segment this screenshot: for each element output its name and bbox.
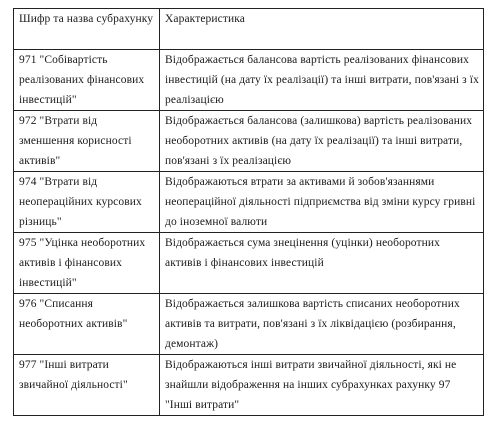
row-code-977: 977 "Інші витрати звичайної діяльності" [14,355,160,416]
row-description-972: Відображається балансова (залишкова) вартість реалізованих необоротних активів (на дату їх реалізації) та інші витрати, пов'язані з їх реалізацією [160,111,484,172]
row-code-976: 976 "Списання необоротних активів" [14,294,160,355]
header-code: Шифр та назва субрахунку [14,9,160,50]
row-description-976: Відображається залишкова вартість списаних необоротних активів та витрати, пов'язані з їх ліквідацією (розбирання, демонтаж) [160,294,484,355]
subaccounts-table [13,8,484,416]
table-row [14,355,484,416]
header-description: Характеристика [160,9,484,50]
table-row [14,111,484,172]
table-header-row [14,9,484,50]
row-description-974: Відображаються втрати за активами й зобов'язаннями неопераційної діяльності підприємства від зміни курсу гривні до іноземної валюти [160,172,484,233]
row-code-972: 972 "Втрати від зменшення корисності активів" [14,111,160,172]
table-row [14,50,484,111]
row-description-971: Відображається балансова вартість реалізованих фінансових інвестицій (на дату їх реалізації) та інші витрати, пов'язані з їх реалізацією [160,50,484,111]
table-row [14,294,484,355]
row-code-971: 971 "Собівартість реалізованих фінансових інвестицій" [14,50,160,111]
row-description-975: Відображається сума знецінення (уцінки) необоротних активів і фінансових інвестицій [160,233,484,294]
table-row [14,172,484,233]
row-description-977: Відображаються інші витрати звичайної діяльності, які не знайшли відображення на інших субрахунках рахунку 97 "Інші витрати" [160,355,484,416]
table-row [14,233,484,294]
row-code-974: 974 "Втрати від неопераційних курсових різниць" [14,172,160,233]
row-code-975: 975 "Уцінка необоротних активів і фінансових інвестицій" [14,233,160,294]
